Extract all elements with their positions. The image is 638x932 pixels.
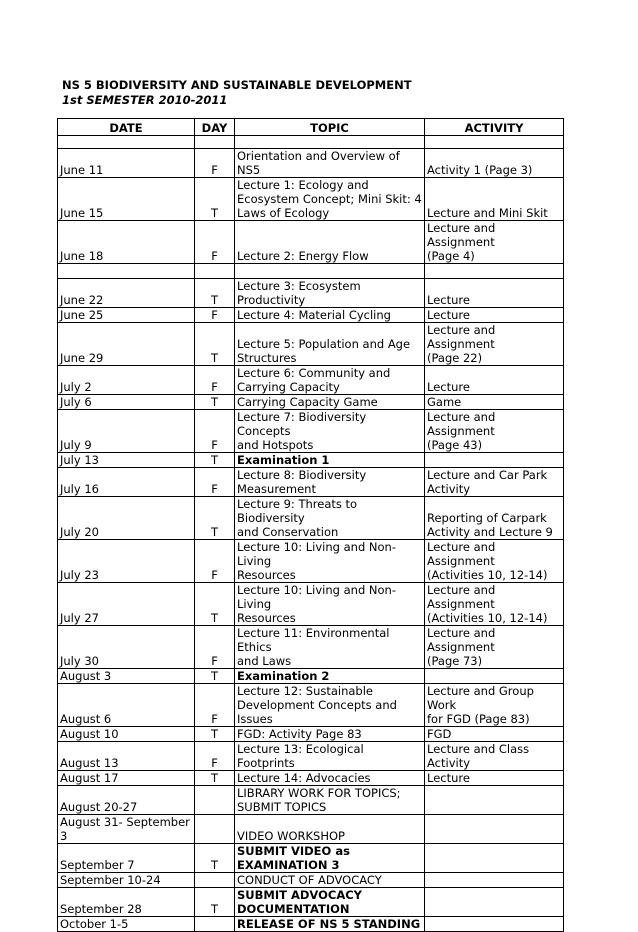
activity-cell: Lecture and Assignment (Activities 10, 12-14): [425, 540, 564, 583]
table-row: [58, 917, 564, 932]
day-cell: T: [195, 888, 235, 917]
date-cell: June 11: [58, 149, 195, 178]
table-row: [58, 626, 564, 669]
activity-cell: [425, 917, 564, 932]
topic-cell: Lecture 7: Biodiversity Concepts and Hotspots: [235, 410, 425, 453]
topic-cell: Carrying Capacity Game: [235, 395, 425, 410]
table-row: [58, 497, 564, 540]
date-cell: October 1-5: [58, 917, 195, 932]
table-row: [58, 149, 564, 178]
day-cell: [195, 786, 235, 815]
activity-cell: Lecture: [425, 771, 564, 786]
table-row: [58, 815, 564, 844]
activity-cell: Lecture and Assignment (Activities 10, 12-14): [425, 583, 564, 626]
day-cell: F: [195, 626, 235, 669]
day-cell: F: [195, 540, 235, 583]
date-cell: August 31- September 3: [58, 815, 195, 844]
table-row: [58, 468, 564, 497]
topic-cell: Lecture 1: Ecology and Ecosystem Concept; Mini Skit: 4 Laws of Ecology: [235, 178, 425, 221]
activity-cell: Reporting of Carpark Activity and Lecture 9: [425, 497, 564, 540]
topic-cell: Examination 2: [235, 669, 425, 684]
day-cell: [195, 917, 235, 932]
activity-cell: [425, 873, 564, 888]
topic-cell: VIDEO WORKSHOP: [235, 815, 425, 844]
column-header-activity: ACTIVITY: [425, 119, 564, 136]
day-cell: T: [195, 497, 235, 540]
day-cell: F: [195, 149, 235, 178]
date-cell: June 29: [58, 323, 195, 366]
day-cell: [195, 264, 235, 279]
table-row: [58, 410, 564, 453]
topic-cell: Lecture 10: Living and Non-Living Resources: [235, 583, 425, 626]
table-row: [58, 540, 564, 583]
activity-cell: Lecture: [425, 308, 564, 323]
day-cell: T: [195, 453, 235, 468]
table-row: [58, 742, 564, 771]
day-cell: F: [195, 308, 235, 323]
activity-cell: Lecture and Assignment (Page 22): [425, 323, 564, 366]
day-cell: T: [195, 771, 235, 786]
day-cell: F: [195, 410, 235, 453]
date-cell: August 13: [58, 742, 195, 771]
date-cell: June 22: [58, 279, 195, 308]
table-row: [58, 308, 564, 323]
date-cell: August 10: [58, 727, 195, 742]
activity-cell: Lecture and Group Work for FGD (Page 83): [425, 684, 564, 727]
date-cell: September 10-24: [58, 873, 195, 888]
table-row: [58, 453, 564, 468]
table-row: [58, 221, 564, 264]
activity-cell: [425, 453, 564, 468]
topic-cell: SUBMIT ADVOCACY DOCUMENTATION: [235, 888, 425, 917]
table-spacer-row: [58, 136, 564, 149]
topic-cell: Lecture 12: Sustainable Development Concepts and Issues: [235, 684, 425, 727]
date-cell: July 27: [58, 583, 195, 626]
date-cell: June 15: [58, 178, 195, 221]
date-cell: July 16: [58, 468, 195, 497]
table-row: [58, 771, 564, 786]
topic-cell: Orientation and Overview of NS5: [235, 149, 425, 178]
day-cell: F: [195, 221, 235, 264]
column-header-day: DAY: [195, 119, 235, 136]
day-cell: T: [195, 669, 235, 684]
table-row: [58, 888, 564, 917]
document-subtitle: 1st SEMESTER 2010-2011: [62, 93, 228, 107]
activity-cell: [425, 888, 564, 917]
day-cell: T: [195, 395, 235, 410]
date-cell: July 20: [58, 497, 195, 540]
schedule-table: [57, 118, 564, 932]
day-cell: F: [195, 742, 235, 771]
document-title: NS 5 BIODIVERSITY AND SUSTAINABLE DEVELOPMENT: [62, 78, 412, 92]
date-cell: July 23: [58, 540, 195, 583]
activity-cell: [425, 264, 564, 279]
topic-cell: CONDUCT OF ADVOCACY: [235, 873, 425, 888]
topic-cell: Lecture 6: Community and Carrying Capacity: [235, 366, 425, 395]
date-cell: August 17: [58, 771, 195, 786]
table-row: [58, 844, 564, 873]
day-cell: F: [195, 468, 235, 497]
activity-cell: Lecture and Assignment (Page 43): [425, 410, 564, 453]
topic-cell: Lecture 4: Material Cycling: [235, 308, 425, 323]
date-cell: July 30: [58, 626, 195, 669]
table-row: [58, 264, 564, 279]
topic-cell: LIBRARY WORK FOR TOPICS; SUBMIT TOPICS: [235, 786, 425, 815]
table-row: [58, 669, 564, 684]
table-row: [58, 873, 564, 888]
activity-cell: [425, 815, 564, 844]
activity-cell: Game: [425, 395, 564, 410]
table-row: [58, 279, 564, 308]
spacer-cell: [195, 136, 235, 149]
date-cell: August 6: [58, 684, 195, 727]
date-cell: August 20-27: [58, 786, 195, 815]
date-cell: July 6: [58, 395, 195, 410]
topic-cell: Lecture 3: Ecosystem Productivity: [235, 279, 425, 308]
spacer-cell: [58, 136, 195, 149]
activity-cell: Lecture and Car Park Activity: [425, 468, 564, 497]
activity-cell: FGD: [425, 727, 564, 742]
activity-cell: [425, 786, 564, 815]
activity-cell: Lecture and Mini Skit: [425, 178, 564, 221]
date-cell: June 18: [58, 221, 195, 264]
topic-cell: FGD: Activity Page 83: [235, 727, 425, 742]
topic-cell: Lecture 5: Population and Age Structures: [235, 323, 425, 366]
activity-cell: [425, 669, 564, 684]
activity-cell: Lecture and Assignment (Page 73): [425, 626, 564, 669]
topic-cell: Lecture 14: Advocacies: [235, 771, 425, 786]
topic-cell: Lecture 11: Environmental Ethics and Laws: [235, 626, 425, 669]
topic-cell: Lecture 13: Ecological Footprints: [235, 742, 425, 771]
day-cell: T: [195, 583, 235, 626]
day-cell: F: [195, 684, 235, 727]
column-header-topic: TOPIC: [235, 119, 425, 136]
topic-cell: Lecture 10: Living and Non-Living Resources: [235, 540, 425, 583]
spacer-cell: [235, 136, 425, 149]
date-cell: August 3: [58, 669, 195, 684]
date-cell: [58, 264, 195, 279]
topic-cell: Lecture 9: Threats to Biodiversity and Conservation: [235, 497, 425, 540]
day-cell: T: [195, 727, 235, 742]
topic-cell: Examination 1: [235, 453, 425, 468]
activity-cell: Lecture and Class Activity: [425, 742, 564, 771]
date-cell: September 28: [58, 888, 195, 917]
table-row: [58, 366, 564, 395]
activity-cell: [425, 844, 564, 873]
topic-cell: SUBMIT VIDEO as EXAMINATION 3: [235, 844, 425, 873]
table-row: [58, 583, 564, 626]
table-row: [58, 786, 564, 815]
table-row: [58, 395, 564, 410]
topic-cell: RELEASE OF NS 5 STANDING: [235, 917, 425, 932]
date-cell: July 9: [58, 410, 195, 453]
day-cell: [195, 873, 235, 888]
date-cell: September 7: [58, 844, 195, 873]
spacer-cell: [425, 136, 564, 149]
table-row: [58, 684, 564, 727]
table-row: [58, 178, 564, 221]
table-row: [58, 727, 564, 742]
activity-cell: Lecture and Assignment (Page 4): [425, 221, 564, 264]
activity-cell: Lecture: [425, 279, 564, 308]
date-cell: July 13: [58, 453, 195, 468]
day-cell: F: [195, 366, 235, 395]
day-cell: [195, 815, 235, 844]
date-cell: June 25: [58, 308, 195, 323]
day-cell: T: [195, 323, 235, 366]
table-header-row: [58, 119, 564, 136]
activity-cell: Lecture: [425, 366, 564, 395]
document-heading: [62, 78, 412, 108]
activity-cell: Activity 1 (Page 3): [425, 149, 564, 178]
topic-cell: [235, 264, 425, 279]
day-cell: T: [195, 844, 235, 873]
topic-cell: Lecture 2: Energy Flow: [235, 221, 425, 264]
date-cell: July 2: [58, 366, 195, 395]
table-row: [58, 323, 564, 366]
day-cell: T: [195, 279, 235, 308]
topic-cell: Lecture 8: Biodiversity Measurement: [235, 468, 425, 497]
column-header-date: DATE: [58, 119, 195, 136]
day-cell: T: [195, 178, 235, 221]
